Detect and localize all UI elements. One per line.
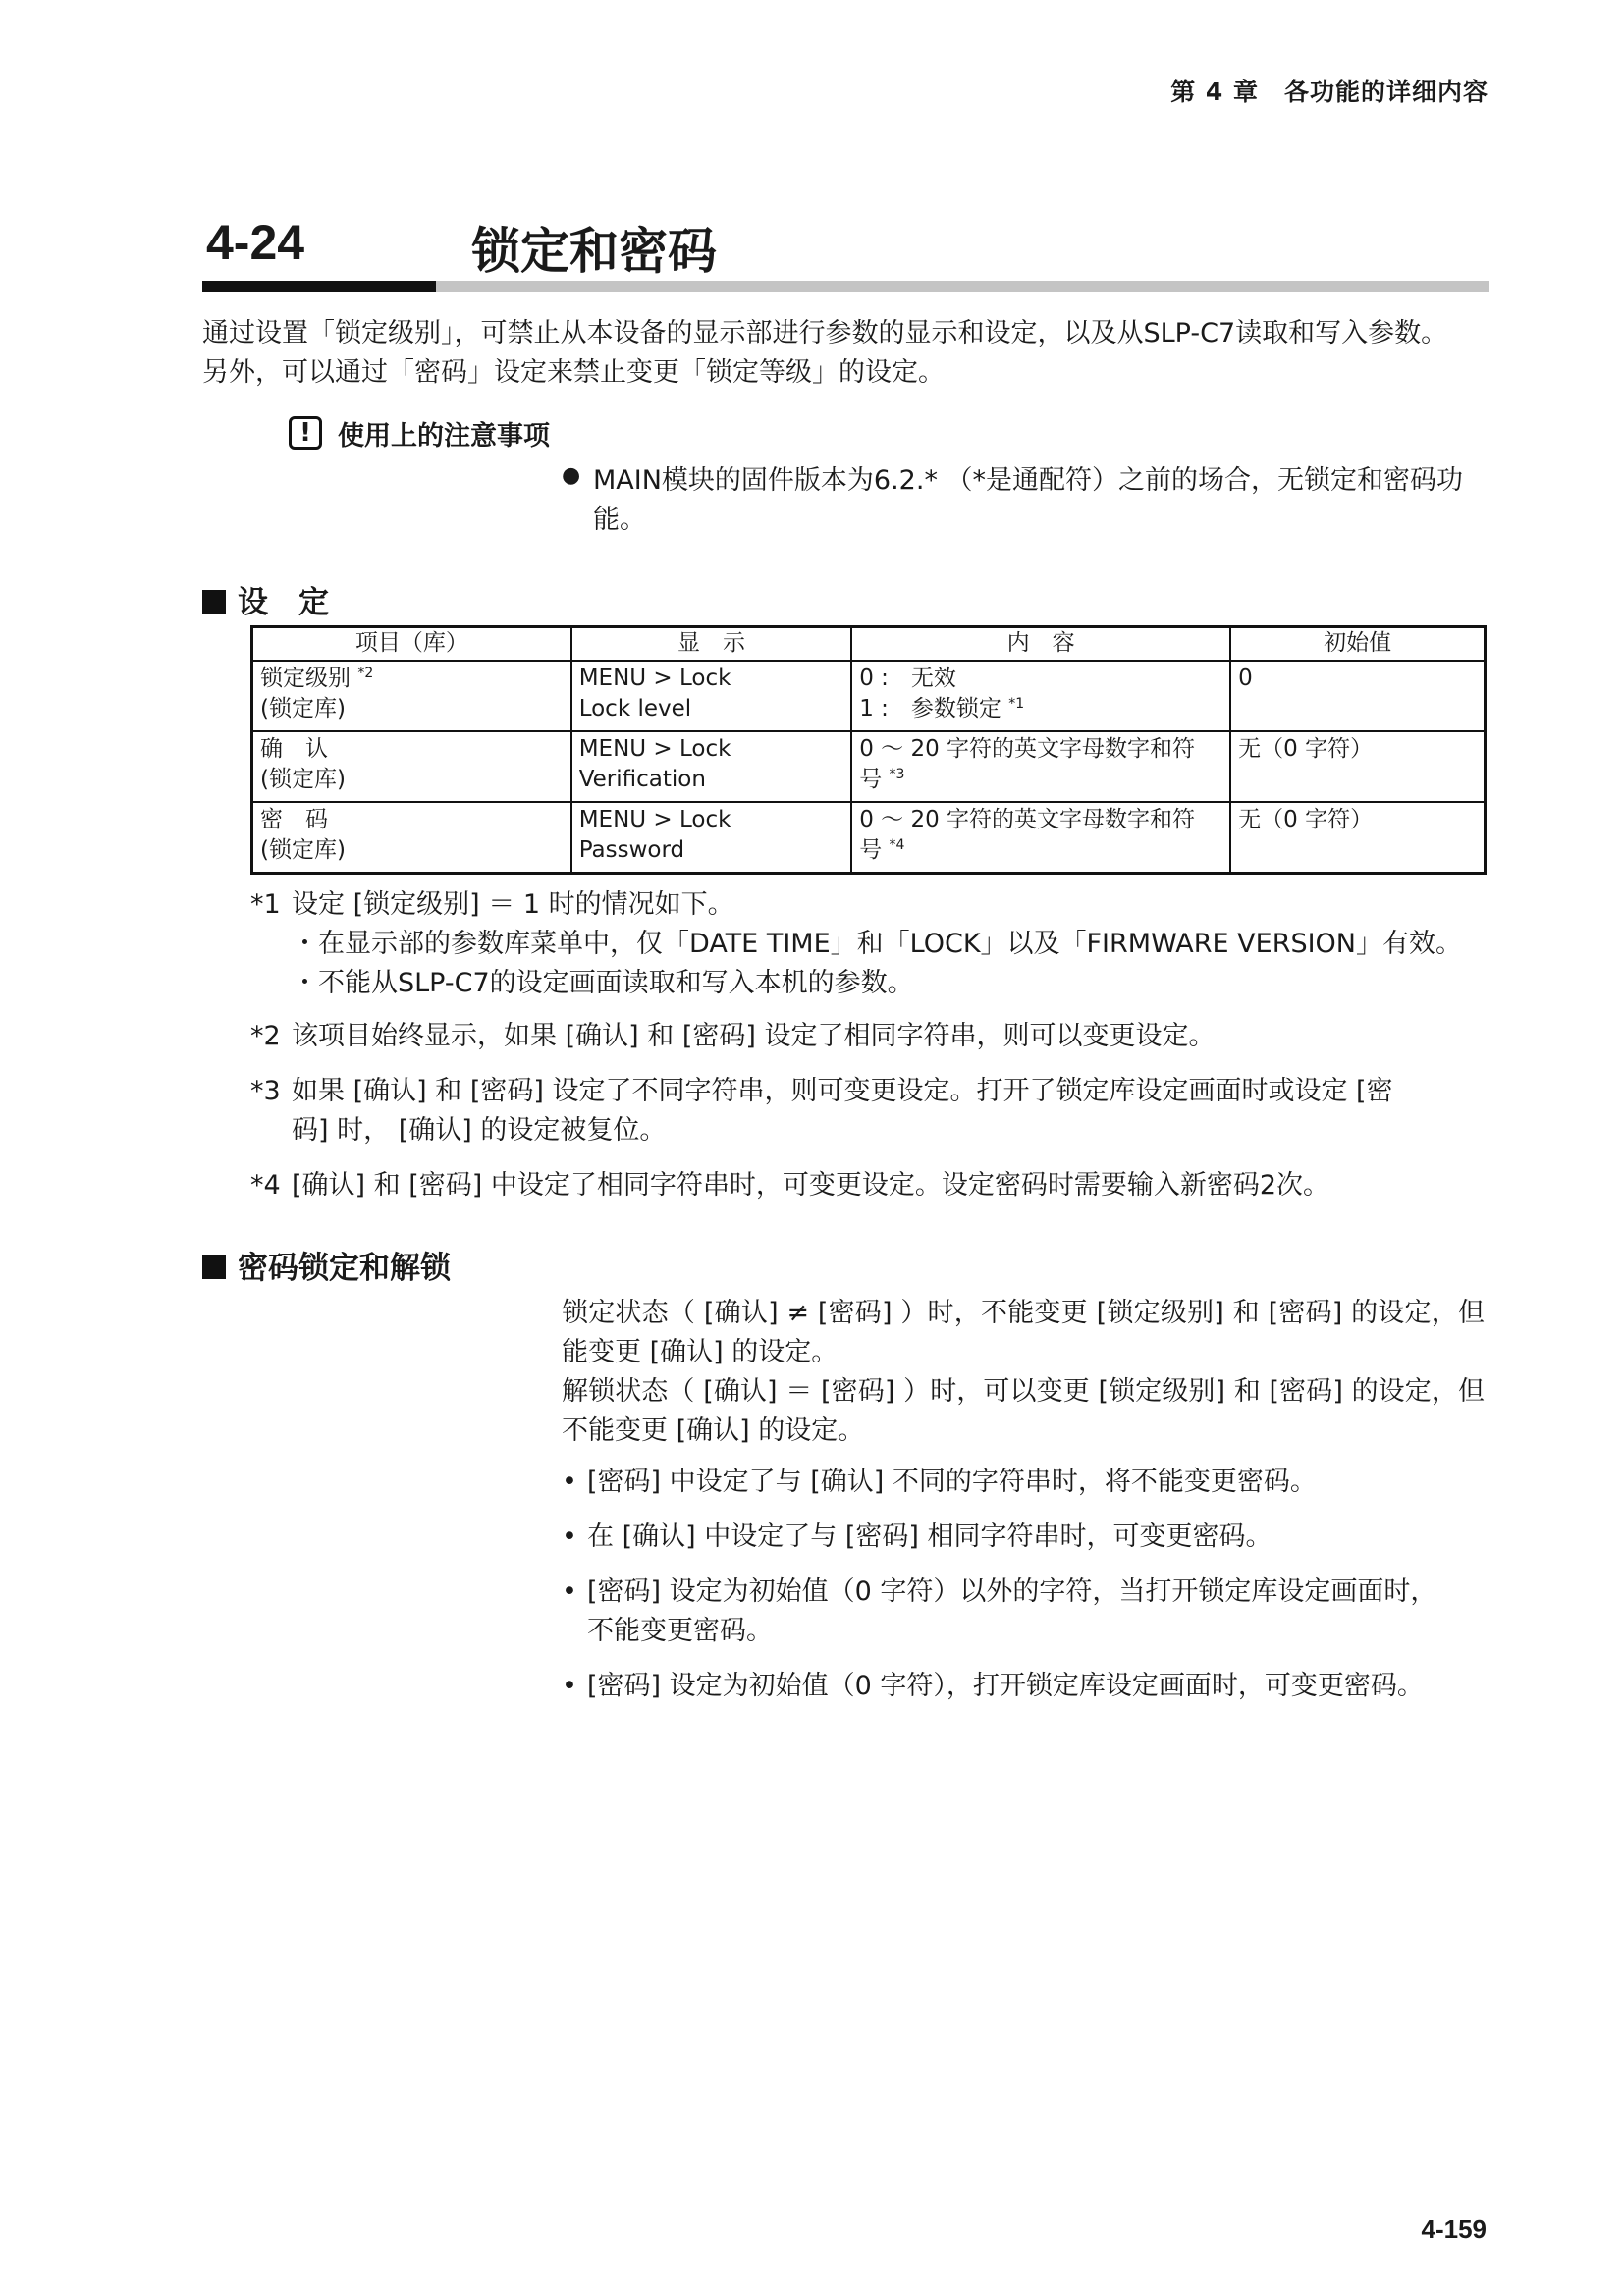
lock-description (562, 1294, 1485, 1451)
cell-initial: 无（0 字符） (1230, 731, 1485, 802)
col-header-content: 内 容 (851, 627, 1230, 662)
table-row (252, 802, 1486, 874)
footnote-2: *2 该项目始终显示，如果 [确认] 和 [密码] 设定了相同字符串，则可以变更设定。 (250, 1021, 1216, 1051)
footnote-3: *3 如果 [确认] 和 [密码] 设定了不同字符串，则可变更设定。打开了锁定库设定画面时或设定 [密 码] 时， [确认] 的设定被复位。 (250, 1076, 1393, 1146)
cell-display: MENU > Lock Password (571, 802, 852, 874)
list-item: • [密码] 中设定了与 [确认] 不同的字符串时，将不能变更密码。 (562, 1463, 1485, 1502)
bullet-icon: • (562, 1671, 577, 1701)
list-item: • [密码] 设定为初始值（0 字符）以外的字符，当打开锁定库设定画面时， 不能变更密码。 (562, 1573, 1485, 1651)
cell-item: 密 码 (锁定库) (252, 802, 571, 874)
section-number: 4-24 (206, 215, 305, 270)
square-bullet-icon (202, 1255, 226, 1279)
cell-initial: 0 (1230, 661, 1485, 731)
settings-heading (202, 577, 329, 621)
cell-initial: 无（0 字符） (1230, 802, 1485, 874)
cell-display: MENU > Lock Verification (571, 731, 852, 802)
intro-line: 另外，可以通过「密码」设定来禁止变更「锁定等级」的设定。 (202, 357, 945, 388)
square-bullet-icon (202, 590, 226, 614)
cell-item: 锁定级别 $^{*2}$ (锁定库) (252, 661, 571, 731)
intro-line: 通过设置「锁定级别」，可禁止从本设备的显示部进行参数的显示和设定，以及从SLP-C7读取和写入参数。 (202, 318, 1448, 348)
title-rule-dark (202, 281, 436, 292)
table-row (252, 661, 1486, 731)
col-header-initial: 初始值 (1230, 627, 1485, 662)
settings-heading-text: 设 定 (238, 585, 329, 620)
bullet-icon: • (562, 1467, 577, 1497)
lock-heading-text: 密码锁定和解锁 (238, 1251, 451, 1286)
cell-display: MENU > Lock Lock level (571, 661, 852, 731)
table-row (252, 731, 1486, 802)
cell-content: 0 : 无效 1 : 参数锁定 $^{*1}$ (851, 661, 1230, 731)
bullet-icon: • (562, 1522, 577, 1552)
bullet-icon: ● (562, 463, 581, 488)
lock-heading (202, 1243, 451, 1287)
footnote-1: *1 设定 [锁定级别] ＝ 1 时的情况如下。 ・在显示部的参数库菜单中，仅「DATE TIME」和「LOCK」以及「FIRMWARE VERSION」有效。 ・不能从SLP-C7的设定画面读取和写入本机的参数。 (250, 889, 1463, 998)
section-title: 锁定和密码 (471, 223, 717, 280)
col-header-item: 项目（库） (252, 627, 571, 662)
caution-text: MAIN模块的固件版本为6.2.* （*是通配符）之前的场合，无锁定和密码功能。 (593, 465, 1464, 535)
bullet-icon: • (562, 1576, 577, 1607)
table-header-row (252, 627, 1486, 662)
list-item: • 在 [确认] 中设定了与 [密码] 相同字符串时，可变更密码。 (562, 1518, 1485, 1557)
cell-item: 确 认 (锁定库) (252, 731, 571, 802)
list-item: • [密码] 设定为初始值（0 字符），打开锁定库设定画面时，可变更密码。 (562, 1667, 1485, 1706)
title-rule-light (436, 281, 1489, 292)
intro-paragraph (202, 314, 1489, 393)
page-number: 4-159 (1421, 2215, 1487, 2244)
chapter-header: 第 4 章 各功能的详细内容 (1170, 78, 1489, 106)
cell-content: 0 ～ 20 字符的英文字母数字和符 号 $^{*4}$ (851, 802, 1230, 874)
caution-icon: ! (289, 416, 322, 450)
settings-table (250, 625, 1487, 875)
lock-state-text: 锁定状态（ [确认] ≠ [密码] ）时，不能变更 [锁定级别] 和 [密码] 的设定，但能变更 [确认] 的设定。 (562, 1298, 1485, 1367)
caution-label: 使用上的注意事项 (338, 421, 550, 452)
unlock-state-text: 解锁状态（ [确认] ＝ [密码] ）时，可以变更 [锁定级别] 和 [密码] 的设定，但不能变更 [确认] 的设定。 (562, 1376, 1485, 1446)
col-header-display: 显 示 (571, 627, 852, 662)
cell-content: 0 ～ 20 字符的英文字母数字和符 号 $^{*3}$ (851, 731, 1230, 802)
footnote-4: *4 [确认] 和 [密码] 中设定了相同字符串时，可变更设定。设定密码时需要输入新密码2次。 (250, 1170, 1330, 1201)
